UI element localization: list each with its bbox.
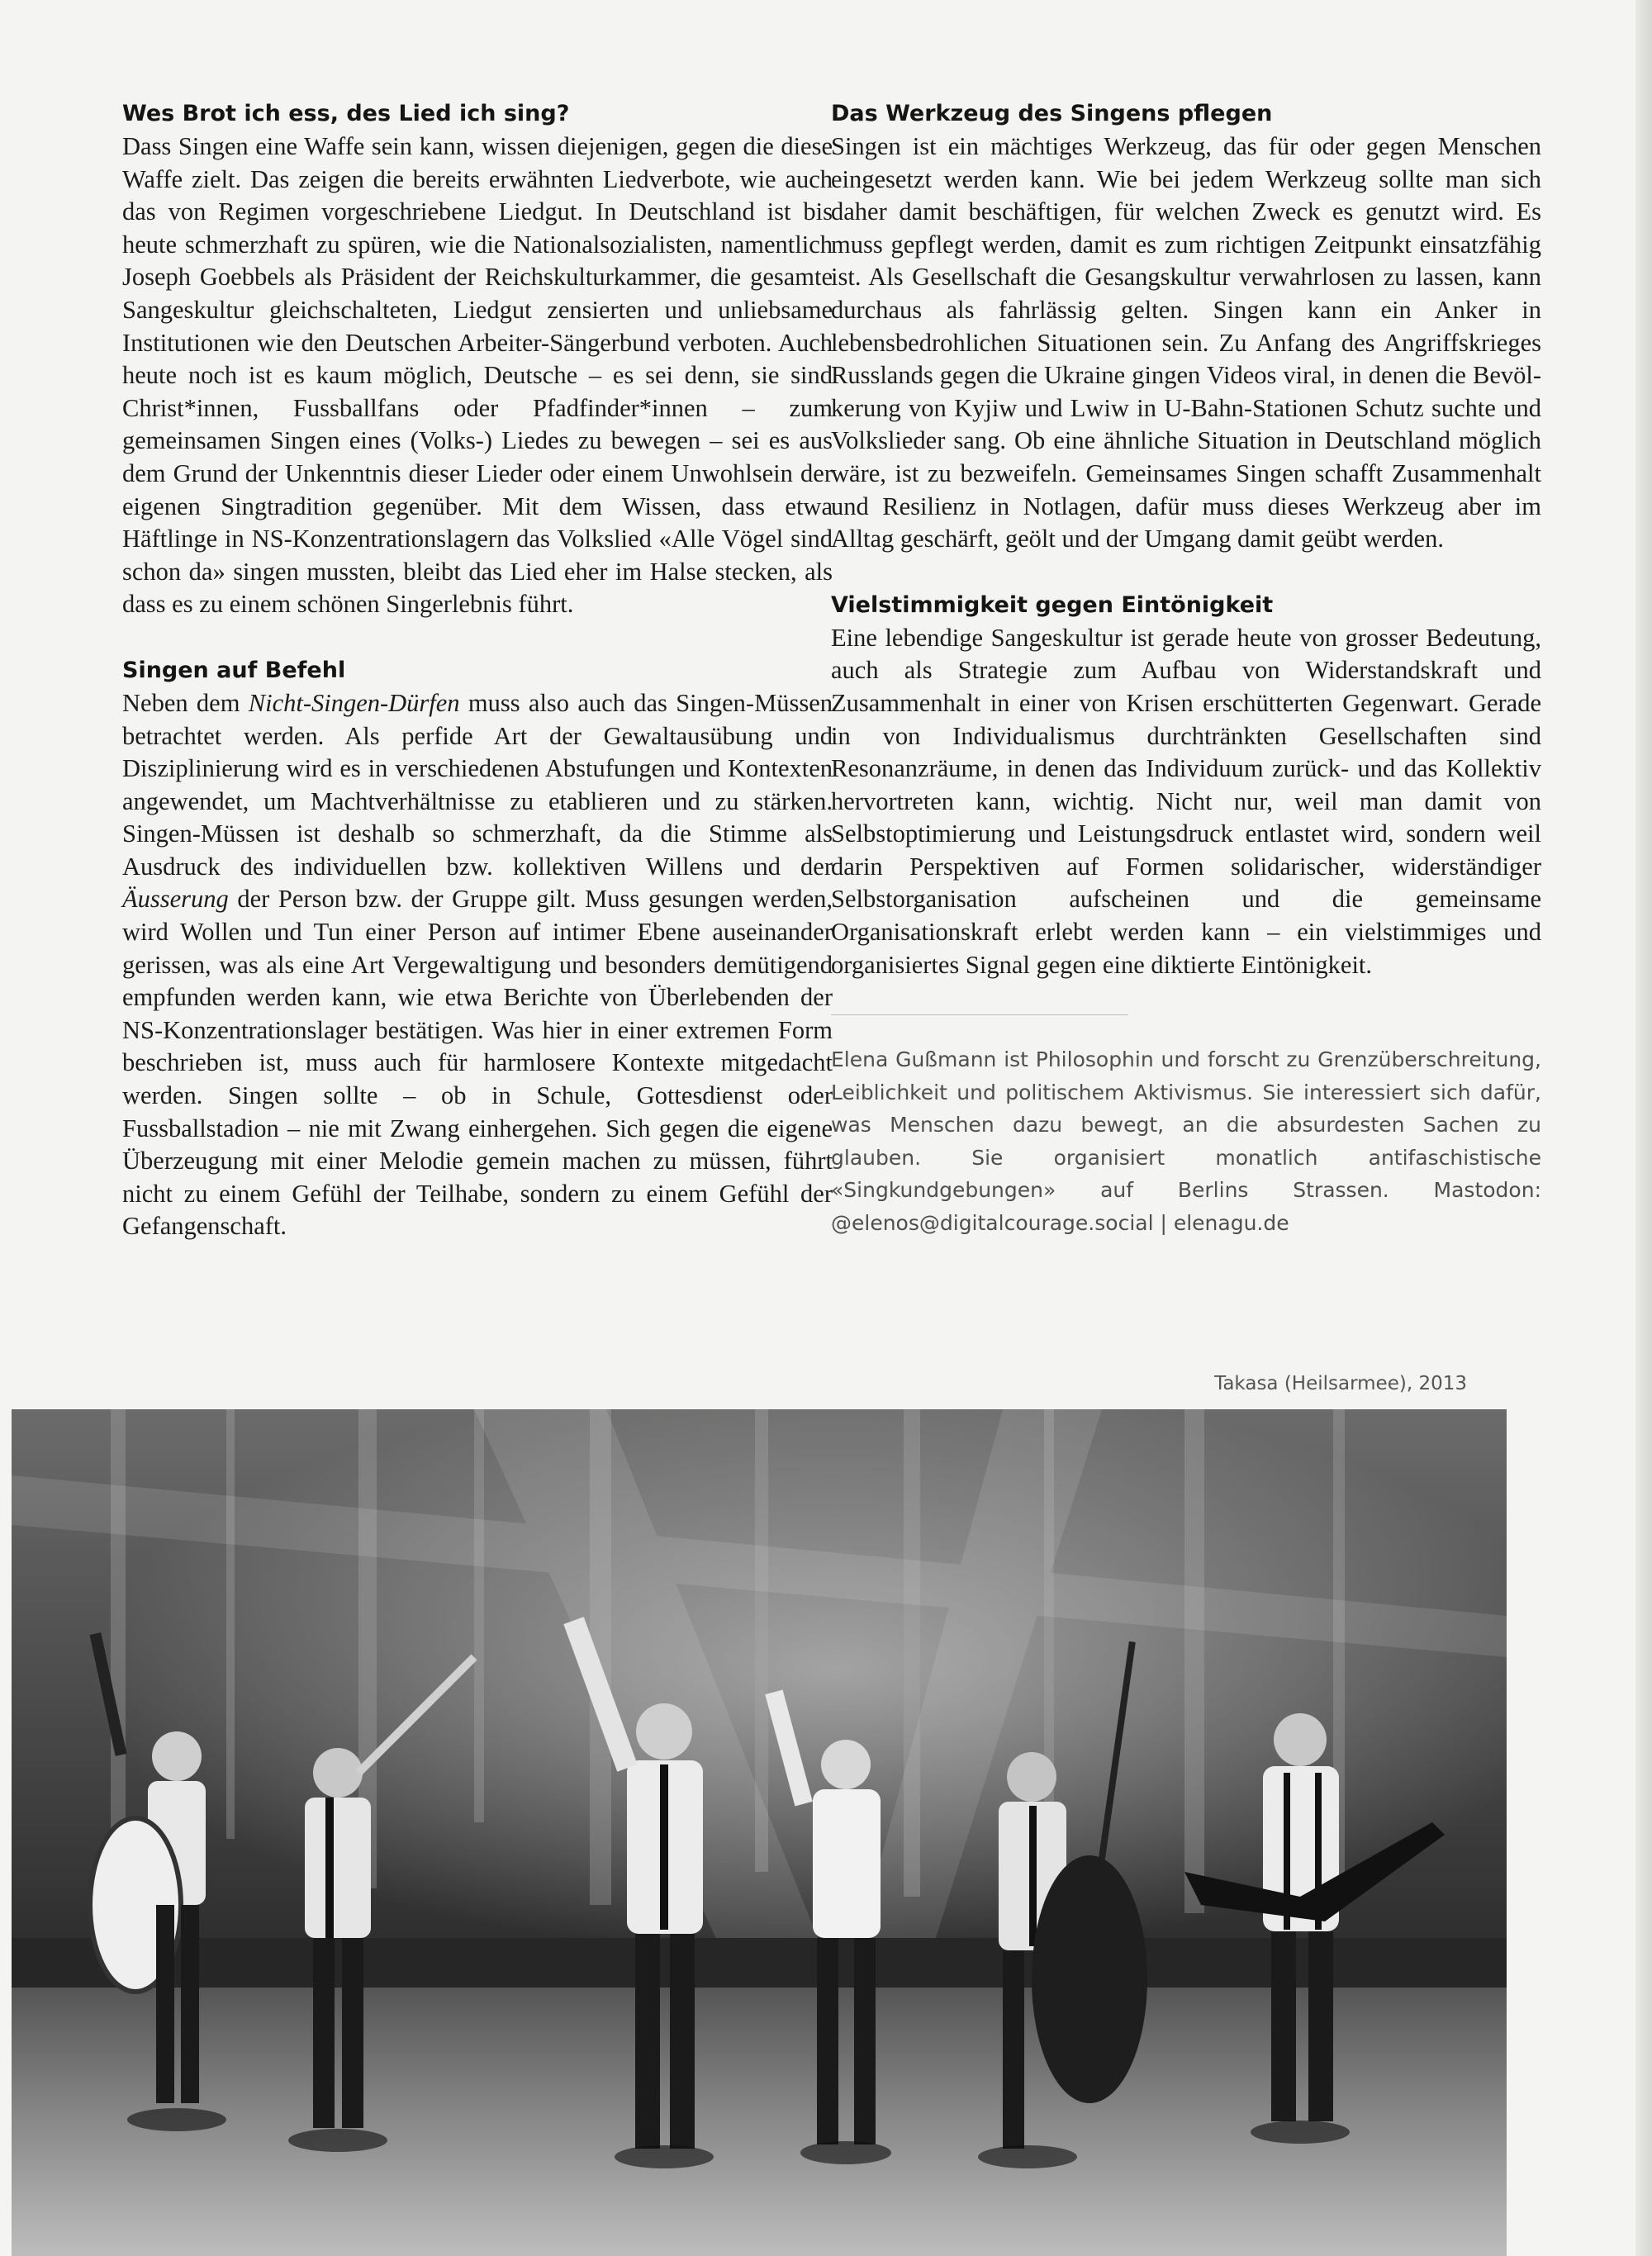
section-heading: Das Werkzeug des Singens pflegen xyxy=(831,101,1273,126)
author-bio: Elena Gußmann ist Philosophin und forscht zu Grenzüberschreitung, Leiblichkeit und politischem Aktivismus. Sie interessiert sich dafür, was Menschen dazu bewegt, an die absurdesten Sachen zu glauben. Sie organisiert monatlich antifaschistische «Singkundgebungen» auf Berlins Strassen. Mastodon: @elenos@digitalcourage.social | elenagu.de xyxy=(831,1047,1541,1235)
section-vielstimmigkeit xyxy=(831,589,1541,982)
body-text: der Person bzw. der Gruppe gilt. Muss gesungen werden, wird Wollen und Tun einer Person auf intimer Ebene auseinander gerissen, was als eine Art Vergewaltigung und besonders demütigend empfunden werden kann, wie etwa Berichte von Überlebenden der NS-Konzentrationslager bestätigen. Was hier in einer extremen Form beschrieben ist, muss auch für harmlosere Kontexte mitgedacht werden. Singen sollte – ob in Schule, Gottesdienst oder Fussballstadion – nie mit Zwang einhergehen. Sich gegen die eigene Überzeugung mit einer Melodie gemein machen zu müssen, führt nicht zu einem Gefühl der Teilhabe, sondern zu einem Gefühl der Gefangenschaft. xyxy=(122,885,833,1241)
right-column xyxy=(831,97,1541,1239)
section-wes-brot xyxy=(122,97,833,621)
section-body: Singen ist ein mächtiges Werkzeug, das für oder gegen Menschen eingesetzt werden kann. Wie bei jedem Werkzeug sollte man sich daher damit beschäftigen, für welchen Zweck es genutzt wird. Es muss gepflegt werden, damit es zum richtigen Zeitpunkt einsatzfähig ist. Als Gesellschaft die Gesangskultur verwahrlosen zu lassen, kann durchaus als fahrlässig gelten. Singen kann ein Anker in lebensbedrohlichen Situationen sein. Zu Anfang des Angriffskrieges Russlands gegen die Ukraine gingen Videos viral, in denen die Bevölkerung von Kyjiw und Lwiw in U-Bahn-Stationen Schutz suchte und Volkslieder sang. Ob eine ähnliche Situation in Deutschland möglich wäre, ist zu bezweifeln. Gemeinsames Singen schafft Zusammenhalt und Resilienz in Notlagen, dafür muss dieses Werkzeug aber im Alltag geschärft, geölt und der Umgang damit geübt werden. xyxy=(831,132,1541,553)
photo-caption: Takasa (Heilsarmee), 2013 xyxy=(1214,1373,1467,1394)
body-emphasis: Nicht-Singen-Dürfen xyxy=(248,688,460,717)
body-emphasis: Äusserung xyxy=(122,885,229,914)
divider xyxy=(831,1014,1128,1015)
body-text: muss also auch das Singen-Müssen betrachtet werden. Als perfide Art der Gewaltausübung und Disziplinierung wird es in verschiedenen Abstufungen und Kontexten angewendet, um Machtverhältnisse zu etablieren und zu stärken. Singen-Müssen ist deshalb so schmerzhaft, da die Stimme als Ausdruck des individuellen bzw. kollektiven Willens und der xyxy=(122,688,833,881)
band-photo xyxy=(12,1409,1507,2256)
section-heading: Singen auf Befehl xyxy=(122,657,346,683)
section-singen-auf-befehl xyxy=(122,654,833,1243)
left-column xyxy=(122,97,833,1276)
section-heading: Wes Brot ich ess, des Lied ich sing? xyxy=(122,101,570,126)
body-text: Neben dem xyxy=(122,688,249,717)
page-edge xyxy=(1635,0,1652,2256)
section-heading: Vielstimmigkeit gegen Eintönigkeit xyxy=(831,591,1274,618)
section-werkzeug xyxy=(831,97,1541,556)
section-body xyxy=(122,687,833,1243)
section-body: Dass Singen eine Waffe sein kann, wissen diejenigen, gegen die diese Waffe zielt. Das zeigen die bereits erwähnten Liedverbote, wie auch das von Regimen vorgeschriebene Liedgut. In Deutschland ist bis heute schmerzhaft zu spüren, wie die Nationalsozialisten, namentlich Joseph Goebbels als Präsident der Reichskulturkammer, die gesamte Sangeskultur gleichschalteten, Liedgut zensierten und unliebsame Institutionen wie den Deutschen Arbeiter-Sängerbund verboten. Auch heute noch ist es kaum möglich, Deutsche – es sei denn, sie sind Christ*innen, Fussballfans oder Pfadfinder*innen – zum gemeinsamen Singen eines (Volks-) Liedes zu bewegen – sei es aus dem Grund der Unkenntnis dieser Lieder oder einem Unwohlsein der eigenen Singtradition gegenüber. Mit dem Wissen, dass etwa Häftlinge in NS-Konzentrationslagern das Volkslied «Alle Vögel sind schon da» singen mussten, bleibt das Lied eher im Halse stecken, als dass es zu einem schönen Singerlebnis führt. xyxy=(122,132,833,619)
section-body: Eine lebendige Sangeskultur ist gerade heute von grosser Bedeutung, auch als Strategie zum Aufbau von Widerstandskraft und Zusammenhalt in einer von Krisen erschütterten Gegenwart. Gerade in von Individualismus durchtränkten Gesellschaften sind Resonanzräume, in denen das Individuum zurück- und das Kollektiv hervortreten kann, wichtig. Nicht nur, weil man damit von Selbstoptimierung und Leistungsdruck entlastet wird, sondern weil darin Perspektiven auf Formen solidarischer, widerständiger Selbstorganisation aufscheinen und die gemeinsame Organisationskraft erlebt werden kann – ein vielstimmiges und organisiertes Signal gegen eine diktierte Eintönigkeit. xyxy=(831,623,1541,979)
